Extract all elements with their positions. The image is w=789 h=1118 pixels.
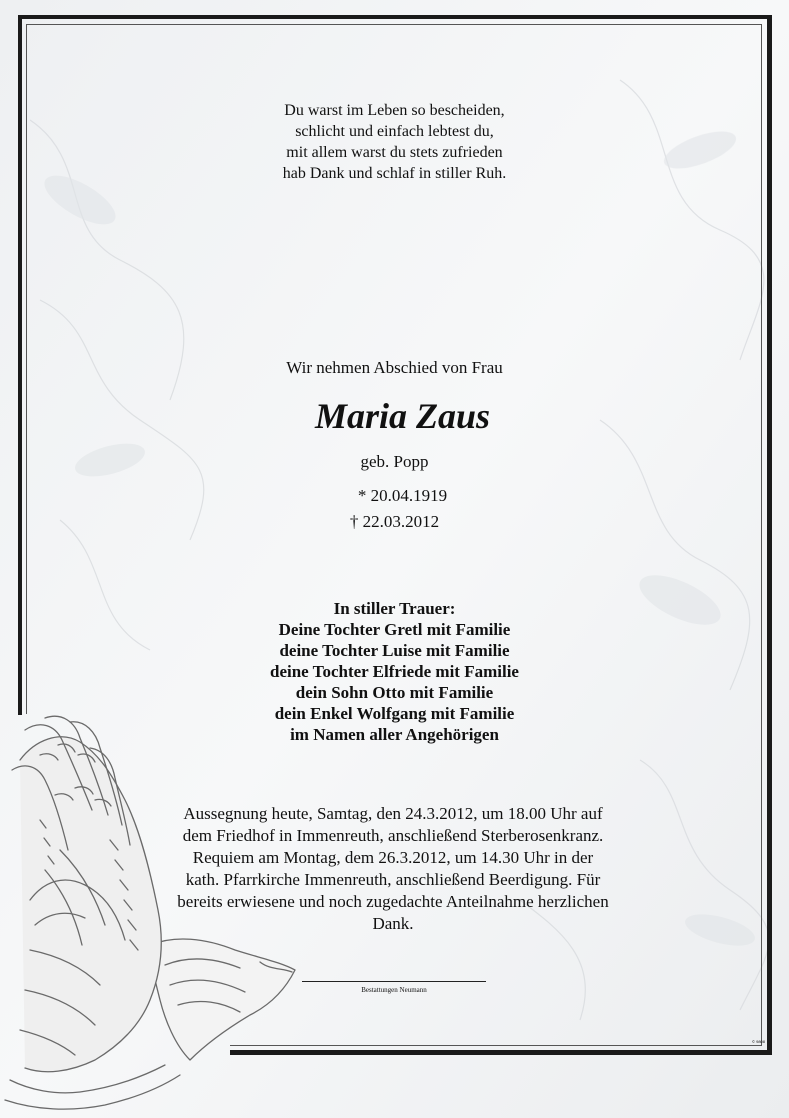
copyright-mark: © 9808 xyxy=(752,1039,765,1044)
birth-name: geb. Popp xyxy=(360,452,429,471)
birth-date: * 20.04.1919 xyxy=(357,486,448,505)
service-announcement xyxy=(150,803,636,935)
frame-border-bottom xyxy=(230,1050,772,1055)
death-date: † 22.03.2012 xyxy=(349,512,440,531)
poem-line: schlicht und einfach lebtest du, xyxy=(295,123,494,140)
service-line: dem Friedhof in Immenreuth, anschließend Sterberosenkranz. xyxy=(182,826,604,845)
poem-line: Du warst im Leben so bescheiden, xyxy=(284,102,505,119)
funeral-home-name: Bestattungen Neumann xyxy=(361,986,427,994)
poem-line: hab Dank und schlaf in stiller Ruh. xyxy=(282,165,507,182)
mourners-heading: In stiller Trauer: xyxy=(333,599,456,618)
mourner-line: dein Sohn Otto mit Familie xyxy=(295,683,494,702)
service-line: Requiem am Montag, dem 26.3.2012, um 14.30 Uhr in der xyxy=(192,848,594,867)
frame-border-top xyxy=(18,15,772,19)
mourner-line: Deine Tochter Gretl mit Familie xyxy=(278,620,511,639)
service-line: kath. Pfarrkirche Immenreuth, anschließend Beerdigung. Für xyxy=(185,870,601,889)
mourner-line: im Namen aller Angehörigen xyxy=(290,725,499,744)
deceased-name: Maria Zaus xyxy=(314,396,491,436)
service-line: bereits erwiesene und noch zugedachte Anteilnahme herzlichen xyxy=(177,892,609,911)
inner-border-top xyxy=(26,24,762,25)
mourner-line: deine Tochter Elfriede mit Familie xyxy=(270,662,519,681)
mourner-line: dein Enkel Wolfgang mit Familie xyxy=(274,704,515,723)
mourner-line: deine Tochter Luise mit Familie xyxy=(279,641,510,660)
mourners-list xyxy=(0,598,789,745)
inner-border-bottom xyxy=(230,1045,762,1046)
poem-line: mit allem warst du stets zufrieden xyxy=(286,144,503,161)
service-line: Aussegnung heute, Samtag, den 24.3.2012, um 18.00 Uhr auf xyxy=(183,804,603,823)
farewell-intro: Wir nehmen Abschied von Frau xyxy=(286,358,503,377)
signature-line xyxy=(302,981,486,982)
memorial-poem xyxy=(0,100,789,184)
service-line: Dank. xyxy=(372,914,414,933)
